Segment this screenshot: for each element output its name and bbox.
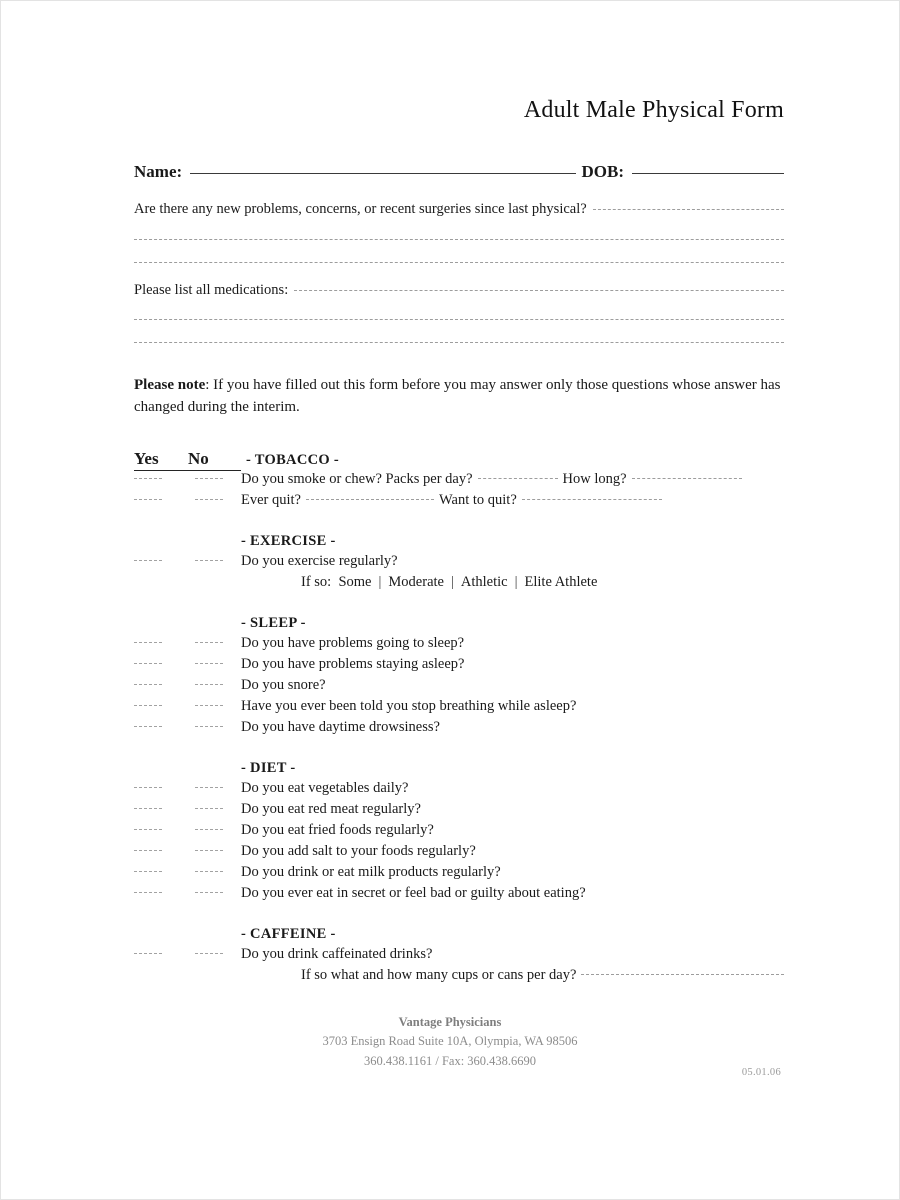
- yes-no-labels: [134, 449, 241, 471]
- yes-no-tick-group: [134, 875, 241, 876]
- section-heading-body: [241, 906, 784, 946]
- yes-answer-blank[interactable]: [134, 850, 162, 851]
- section-heading: - CAFFEINE -: [241, 925, 336, 942]
- question-row: [134, 574, 784, 595]
- question-label: How long?: [562, 470, 627, 487]
- yes-no-tick-group: [134, 688, 241, 689]
- exercise-level-option[interactable]: Moderate: [388, 573, 444, 590]
- medications-answer-line-3[interactable]: [134, 342, 784, 343]
- question-body: [241, 553, 784, 570]
- no-answer-blank[interactable]: [195, 663, 223, 664]
- question-label: Do you drink or eat milk products regularly?: [241, 863, 501, 880]
- question-label: Do you ever eat in secret or feel bad or guilty about eating?: [241, 884, 586, 901]
- question-row: [134, 967, 784, 988]
- yes-answer-blank[interactable]: [134, 642, 162, 643]
- new-problems-answer-line-2[interactable]: [134, 239, 784, 240]
- dob-input-line[interactable]: [632, 173, 784, 174]
- question-label: Do you exercise regularly?: [241, 552, 398, 569]
- question-row: [134, 698, 784, 719]
- questionnaire-sections: [134, 471, 784, 988]
- no-answer-blank[interactable]: [195, 726, 223, 727]
- new-problems-question-label: Are there any new problems, concerns, or recent surgeries since last physical?: [134, 201, 587, 217]
- question-row: [134, 492, 784, 513]
- write-in-blank[interactable]: [581, 974, 784, 975]
- yes-answer-blank[interactable]: [134, 560, 162, 561]
- yes-no-tick-group: [134, 833, 241, 834]
- no-answer-blank[interactable]: [195, 478, 223, 479]
- no-answer-blank[interactable]: [195, 705, 223, 706]
- question-body: [241, 864, 784, 881]
- question-row: [134, 801, 784, 822]
- no-answer-blank[interactable]: [195, 892, 223, 893]
- yes-no-tick-group: [134, 791, 241, 792]
- please-note-paragraph: [134, 375, 782, 419]
- yes-answer-blank[interactable]: [134, 953, 162, 954]
- question-body: [241, 656, 784, 673]
- option-separator: |: [378, 573, 382, 590]
- no-answer-blank[interactable]: [195, 871, 223, 872]
- name-dob-row: [134, 162, 784, 182]
- question-row: [134, 635, 784, 656]
- yes-answer-blank[interactable]: [134, 663, 162, 664]
- option-separator: |: [450, 573, 454, 590]
- question-row: [134, 864, 784, 885]
- question-row: [134, 822, 784, 843]
- document-revision-date: 05.01.06: [741, 1067, 781, 1078]
- yes-answer-blank[interactable]: [134, 892, 162, 893]
- yes-answer-blank[interactable]: [134, 499, 162, 500]
- question-row: [134, 677, 784, 698]
- yes-answer-blank[interactable]: [134, 871, 162, 872]
- no-answer-blank[interactable]: [195, 499, 223, 500]
- question-label: Want to quit?: [439, 491, 517, 508]
- question-label: Do you have problems going to sleep?: [241, 634, 465, 651]
- no-answer-blank[interactable]: [195, 808, 223, 809]
- section-heading-row: [134, 595, 784, 635]
- yes-answer-blank[interactable]: [134, 787, 162, 788]
- footer: [1, 1013, 899, 1071]
- new-problems-answer-line-3[interactable]: [134, 262, 784, 263]
- section-heading: - EXERCISE -: [241, 532, 336, 549]
- question-row: [134, 719, 784, 740]
- no-column-label: No: [188, 448, 209, 468]
- yes-no-tick-group: [134, 482, 241, 483]
- no-answer-blank[interactable]: [195, 953, 223, 954]
- medications-answer-line-2[interactable]: [134, 319, 784, 320]
- question-label: Do you snore?: [241, 676, 326, 693]
- no-answer-blank[interactable]: [195, 829, 223, 830]
- medications-answer-line-1[interactable]: [294, 290, 784, 291]
- yes-no-tick-group: [134, 503, 241, 504]
- question-label: Do you add salt to your foods regularly?: [241, 842, 476, 859]
- question-body: [241, 492, 784, 509]
- question-row: [134, 471, 784, 492]
- if-so-prefix: If so:: [301, 573, 332, 590]
- question-body: [241, 635, 784, 652]
- yes-no-tick-group: [134, 564, 241, 565]
- new-problems-question-row: [134, 202, 784, 217]
- question-label: If so what and how many cups or cans per day?: [301, 966, 577, 983]
- write-in-blank[interactable]: [306, 499, 434, 500]
- dob-label: DOB:: [581, 162, 624, 181]
- question-body: [241, 780, 784, 797]
- question-label: Ever quit?: [241, 491, 301, 508]
- no-answer-blank[interactable]: [195, 642, 223, 643]
- yes-column-label: Yes: [134, 448, 159, 468]
- exercise-level-option[interactable]: Athletic: [460, 573, 508, 590]
- question-row: [134, 656, 784, 677]
- question-label: Do you have problems staying asleep?: [241, 655, 465, 672]
- yes-no-tick-group: [134, 730, 241, 731]
- exercise-level-option[interactable]: Some: [338, 573, 372, 590]
- question-row: [134, 946, 784, 967]
- question-body: [241, 885, 784, 902]
- yes-answer-blank[interactable]: [134, 684, 162, 685]
- question-body: [241, 677, 784, 694]
- yes-no-tick-group: [134, 896, 241, 897]
- question-body: [241, 946, 784, 963]
- medications-question-label: Please list all medications:: [134, 281, 289, 298]
- question-body: [241, 967, 784, 984]
- question-label: Do you drink caffeinated drinks?: [241, 945, 433, 962]
- section-heading-row: [134, 740, 784, 780]
- please-note-body: : If you have filled out this form before you may answer only those questions whose answer has changed during the interim.: [134, 377, 781, 415]
- footer-contact: 360.438.1161 / Fax: 360.438.6690: [363, 1053, 537, 1068]
- question-row: [134, 780, 784, 801]
- yes-no-tick-group: [134, 709, 241, 710]
- question-body: [241, 698, 784, 715]
- section-heading-body: [241, 740, 784, 780]
- exercise-level-option[interactable]: Elite Athlete: [524, 573, 598, 590]
- new-problems-answer-line-1[interactable]: [593, 209, 784, 210]
- question-label: Do you smoke or chew? Packs per day?: [241, 470, 473, 487]
- question-body: [241, 574, 784, 591]
- yes-answer-blank[interactable]: [134, 829, 162, 830]
- yes-no-tick-group: [134, 812, 241, 813]
- section-heading-tobacco: - TOBACCO -: [246, 451, 339, 468]
- no-answer-blank[interactable]: [195, 787, 223, 788]
- write-in-blank[interactable]: [632, 478, 742, 479]
- write-in-blank[interactable]: [478, 478, 558, 479]
- yes-answer-blank[interactable]: [134, 705, 162, 706]
- section-heading-row: [134, 513, 784, 553]
- question-label: Do you eat fried foods regularly?: [241, 821, 434, 838]
- no-answer-blank[interactable]: [195, 560, 223, 561]
- medications-question-row: [134, 283, 784, 298]
- footer-address: 3703 Ensign Road Suite 10A, Olympia, WA 98506: [322, 1034, 578, 1049]
- question-body: [241, 822, 784, 839]
- new-problems-block: [134, 202, 784, 263]
- no-answer-blank[interactable]: [195, 684, 223, 685]
- option-separator: |: [514, 573, 518, 590]
- section-heading-body: [241, 595, 784, 635]
- form-content: [134, 1, 784, 988]
- section-heading: - SLEEP -: [241, 614, 306, 631]
- question-row: [134, 553, 784, 574]
- no-answer-blank[interactable]: [195, 850, 223, 851]
- write-in-blank[interactable]: [522, 499, 662, 500]
- yes-no-tick-group: [134, 957, 241, 958]
- question-body: [241, 719, 784, 736]
- section-heading: - DIET -: [241, 759, 296, 776]
- question-row: [134, 885, 784, 906]
- yes-answer-blank[interactable]: [134, 726, 162, 727]
- please-note-lead: Please note: [134, 377, 206, 393]
- section-heading-body: [241, 513, 784, 553]
- yes-no-tick-group: [134, 854, 241, 855]
- name-label: Name:: [134, 162, 183, 181]
- yes-no-tick-group: [134, 646, 241, 647]
- yes-answer-blank[interactable]: [134, 808, 162, 809]
- yes-no-tick-group: [134, 667, 241, 668]
- footer-organization: Vantage Physicians: [398, 1015, 502, 1029]
- question-body: [241, 843, 784, 860]
- name-input-line[interactable]: [190, 173, 575, 174]
- question-label: Do you eat red meat regularly?: [241, 800, 421, 817]
- yes-no-column-header: [134, 449, 784, 471]
- yes-answer-blank[interactable]: [134, 478, 162, 479]
- question-label: Do you have daytime drowsiness?: [241, 718, 440, 735]
- medications-block: [134, 283, 784, 344]
- section-heading-row: [134, 906, 784, 946]
- question-body: [241, 471, 784, 488]
- question-label: Have you ever been told you stop breathing while asleep?: [241, 697, 577, 714]
- question-label: Do you eat vegetables daily?: [241, 779, 409, 796]
- question-row: [134, 843, 784, 864]
- question-body: [241, 801, 784, 818]
- page-title: Adult Male Physical Form: [523, 97, 784, 123]
